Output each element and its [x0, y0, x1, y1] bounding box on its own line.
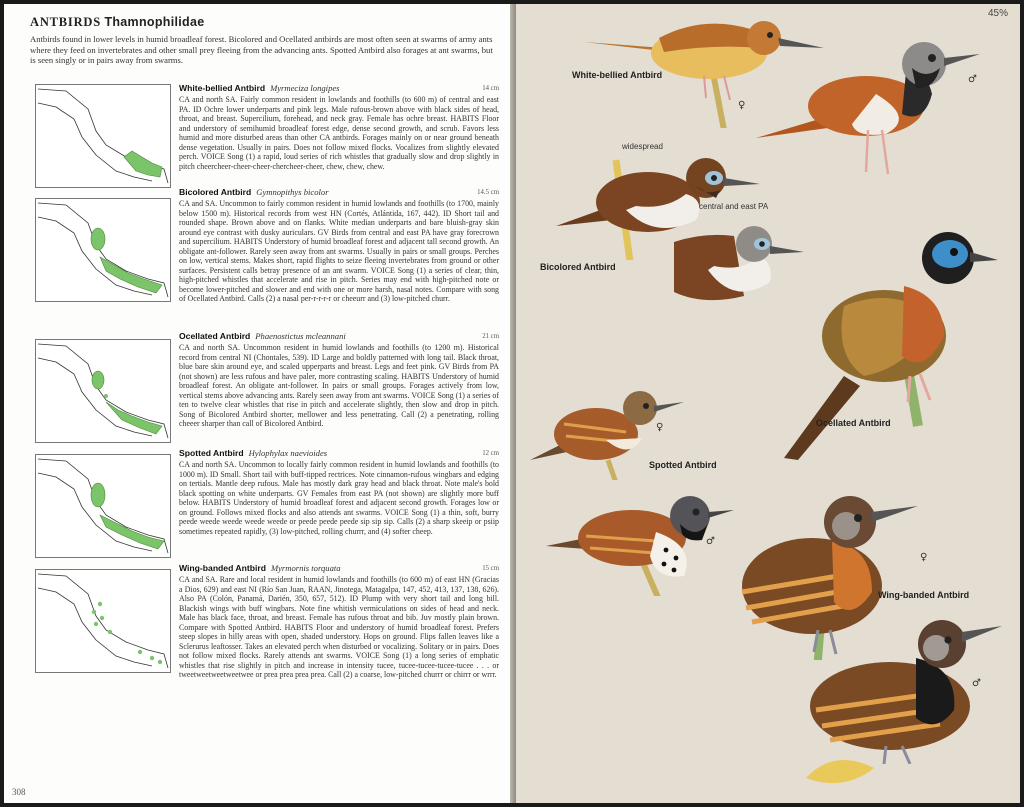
male-symbol: ♂	[706, 536, 715, 547]
species-name: White-bellied Antbird	[179, 83, 266, 93]
species-entry-ocellated	[179, 332, 499, 429]
species-size: 12 cm	[482, 450, 499, 457]
species-account: CA and north SA. Uncommon resident in humid lowlands and foothills (to 1200 m). Historical record from central NI (Chontales, 539). ID Large and boldly patterned with long tail. Black throat, blue bare skin around eye, and scaled upperparts and breast. Legs and feet pink. GV Birds from PA (not shown) are less rufous and have paler, more contrasting scaling. HABITS Understory of humid broadleaf forest. An obligate ant-follower. In pairs or small groups. Forages actively from low, vertical stems above advancing ants. Rarely seen away from ant swarms. VOICE Song (1) a series of ten to twelve clear whistles that rise in pitch and accelerate slightly, then slow and drop in pitch. Song of Bicolored Antbird shorter, mellower and less penetrating. Call (2) a penetrating, rolling cheeer sharper than call of Bicolored Antbird.	[179, 343, 499, 429]
fallen-leaf-illustration	[804, 748, 876, 792]
species-name: Spotted Antbird	[179, 448, 244, 458]
species-heading	[179, 332, 499, 343]
species-account: CA and SA. Rare and local resident in humid lowlands and foothills (to 600 m) of east HN (Gracias a Dios, 629) and east NI (Río San Juan, RAAN, Jinotega, Matagalpa, 147, 452, 413, 137, 138, 626). Also PA (Colón, Panamá, Darién, 350, 657, 512). ID Plump with very short tail and long bill. Blackish wings with buff wingbars. Note fine whitish vermiculations on sides of head and neck. Male has black face, throat, and breast. Female has rufous throat and bib. Juv mostly plain brown. Compare with Spotted Antbird. HABITS Floor and understory of humid broadleaf forest. Prefers steep slopes in hilly areas with open, shaded understory. Hops on ground. Flips fallen leaves like a Sclerurus leaftosser. Takes an elevated perch when disturbed or vocalizing. Solitary or in pairs. Does not follow mixed flocks. Rarely attends ant swarms. VOICE Song (1) a long series of emphatic whistles that rise slightly in pitch and increase in intensity tucee, tucee-tucee-tucee-tucee . . . or tweetweetweetweetwee or prea prea prea prea. Call (2) a coarse, low-pitched churrr or chirrr or wrrr.	[179, 575, 499, 680]
species-heading	[179, 449, 499, 460]
male-symbol: ♂	[972, 678, 981, 689]
range-map-spotted	[35, 454, 171, 558]
label-ocellated: Ocellated Antbird	[816, 418, 891, 428]
species-account: CA and north SA. Uncommon to locally fairly common resident in humid lowlands and foothills (to 1000 m). ID Small. Short tail with buff-tipped rectrices. Note cinnamon-rufous wingbars and edging on tertials. Mantle deep rufous. Male has mostly dark gray head and black throat. Note male's bold black spotting on white underparts. GV Females from east PA (not shown) are slightly more buff below. HABITS Understory of humid broadleaf forest and adjacent second growth. Forages low or on ground. Follows mixed flocks and also attends ant swarms. VOICE Song (1) a thin, soft, burry peede weede weede weede weede or peede peede peede sip sip sip. Calls (2) a sharp skeeip or psiip sometimes repeated rapidly, (3) low-pitched, rolling churrr, and (4) softer cheep.	[179, 460, 499, 536]
female-symbol: ♀	[738, 100, 746, 111]
species-scientific-name: Phaenostictus mcleannani	[255, 331, 346, 341]
white-bellied-antbird-male-illustration	[756, 34, 981, 184]
species-scientific-name: Hylophylax naevioides	[248, 448, 328, 458]
range-map-spotted-graphic	[36, 455, 170, 557]
species-name: Wing-banded Antbird	[179, 563, 266, 573]
left-page	[4, 4, 510, 803]
species-name: Bicolored Antbird	[179, 187, 252, 197]
range-map-ocellated-graphic	[36, 340, 170, 442]
species-scientific-name: Myrmeciza longipes	[270, 83, 340, 93]
label-bicolored: Bicolored Antbird	[540, 262, 616, 272]
species-entry-spotted	[179, 449, 499, 536]
label-white-bellied: White-bellied Antbird	[572, 70, 663, 80]
page-number: 308	[12, 787, 26, 797]
species-heading	[179, 84, 499, 95]
female-symbol: ♀	[656, 422, 664, 433]
range-map-ocellated	[35, 339, 171, 443]
range-map-white-bellied-graphic	[36, 85, 170, 187]
zoom-level[interactable]: 45%	[987, 8, 1008, 19]
male-symbol: ♂	[968, 74, 977, 85]
species-size: 15 cm	[482, 565, 499, 572]
species-account: CA and north SA. Fairly common resident in lowlands and foothills (to 600 m) of central and east PA. ID Ochre lower underparts and pink legs. Male rufous-brown above with black sides of head, throat, and breast. Supercilium, forehead, and neck gray. Female has ochre breast. HABITS Floor and understory of semihumid broadleaf forest edge, dense second growth, and scrub. Favors less humid and more disturbed areas than other CA antbirds. Forages mainly on or near ground beneath dense vegetation. Usually in pairs. Does not follow mixed flocks. Vocalizes from slightly elevated perch. VOICE Song (1) a rapid, loud series of rich whistles that gradually slow and drop slightly in pitch cheercheer-cheer-cheer-chercheer-cheer, chew, chew, chew.	[179, 95, 499, 171]
species-scientific-name: Gymnopithys bicolor	[256, 187, 329, 197]
range-map-bicolored-graphic	[36, 199, 170, 301]
species-heading	[179, 188, 499, 199]
species-entry-bicolored	[179, 188, 499, 304]
family-intro: Antbirds found in lower levels in humid broadleaf forest. Bicolored and Ocellated antbirds are most often seen at swarms of army ants where they feed on invertebrates and other small prey fleeing from the advancing ants. Spotted Antbird also forages at ant swarms, but is seen singly or in pairs away from swarms.	[30, 34, 493, 66]
species-size: 14 cm	[482, 85, 499, 92]
species-name: Ocellated Antbird	[179, 331, 251, 341]
label-spotted: Spotted Antbird	[649, 460, 717, 470]
species-size: 14.5 cm	[477, 189, 499, 196]
species-entry-white-bellied	[179, 84, 499, 171]
note-widespread: widespread	[622, 142, 663, 151]
note-central-east-pa: central and east PA	[699, 202, 769, 211]
right-page-plate	[516, 4, 1020, 803]
range-map-wing-banded	[35, 569, 171, 673]
family-name: ANTBIRDS	[30, 15, 101, 29]
species-scientific-name: Myrmornis torquata	[270, 563, 341, 573]
female-symbol: ♀	[920, 552, 928, 563]
species-entry-wing-banded	[179, 564, 499, 680]
wing-banded-antbird-male-illustration	[786, 614, 1004, 764]
label-wing-banded: Wing-banded Antbird	[878, 590, 970, 600]
range-map-white-bellied	[35, 84, 171, 188]
species-heading	[179, 564, 499, 575]
family-scientific-name: Thamnophilidae	[104, 15, 205, 29]
range-map-wing-banded-graphic	[36, 570, 170, 672]
range-map-bicolored	[35, 198, 171, 302]
species-account: CA and SA. Uncommon to fairly common resident in humid lowlands and foothills (to 1700, mainly below 1500 m). Historical records from west HN (Cortés, Atlántida, 167, 442). ID Short tail and rounded shape. Brown above and on flanks. White median underparts and bare bluish-gray skin around eye contrast with dusky auriculars. GV Birds from central and east PA have gray forecrown and supercilium. HABITS Understory of humid broadleaf forest and adjacent tall second growth. An obligate ant-follower. Rarely seen away from ant swarms. Usually in pairs or small groups. Perches on low, vertical stems. Makes short, rapid flights to seize fleeing invertebrates from ground or other surfaces. Persistent calls betray presence of an ant swarm. VOICE Song (1) a series of clear, thin, high-pitched whistles that accelerate and rise in pitch. Series may end with high-pitched note or become lower-pitched and slower and end with one or more harsh, nasal notes. Compare with song of Ocellated Antbird. Calls (2) a nasal per-r-r-r-r or cheeurr and (3) low-pitched churr.	[179, 199, 499, 304]
species-size: 21 cm	[482, 333, 499, 340]
family-title	[30, 15, 204, 30]
